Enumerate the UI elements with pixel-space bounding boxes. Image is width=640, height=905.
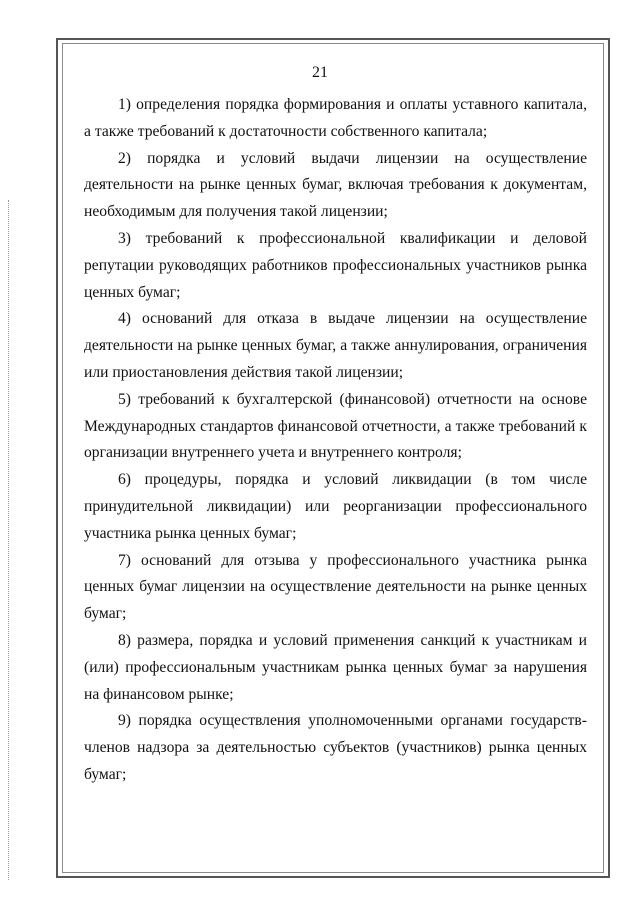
list-item-3: 3) требований к профессиональной квалификации и деловой репутации руководящих работников профессиональных участников рынка ценных бумаг; xyxy=(84,229,587,301)
scan-margin-dots xyxy=(8,200,10,880)
document-body xyxy=(84,92,587,789)
list-item-7: 7) оснований для отзыва у профессионального участника рынка ценных бумаг лицензии на осуществление деятельности на рынке ценных бумаг; xyxy=(84,551,587,623)
list-item-5: 5) требований к бухгалтерской (финансовой) отчетности на основе Международных стандартов финансовой отчетности, а также требований к организации внутреннего учета и внутреннего контроля; xyxy=(84,390,587,462)
list-item-1: 1) определения порядка формирования и оплаты уставного капитала, а также требований к достаточности собственного капитала; xyxy=(84,96,587,140)
page-number: 21 xyxy=(312,64,328,81)
list-item-4: 4) оснований для отказа в выдаче лицензии на осуществление деятельности на рынке ценных бумаг, а также аннулирования, ограничения или приостановления действия такой лицензии; xyxy=(84,310,587,381)
list-item-2: 2) порядка и условий выдачи лицензии на осуществление деятельности на рынке ценных бумаг, включая требования к документам, необходимым для получения такой лицензии; xyxy=(84,149,587,221)
list-item-6: 6) процедуры, порядка и условий ликвидации (в том числе принудительной ликвидации) или реорганизации профессионального участника рынка ценных бумаг; xyxy=(84,471,587,542)
list-item-8: 8) размера, порядка и условий применения санкций к участникам и (или) профессиональным участникам рынка ценных бумаг за нарушения на финансовом рынке; xyxy=(84,631,587,703)
list-item-9: 9) порядка осуществления уполномоченными органами государств-членов надзора за деятельностью субъектов (участников) рынка ценных бумаг; xyxy=(84,712,587,783)
